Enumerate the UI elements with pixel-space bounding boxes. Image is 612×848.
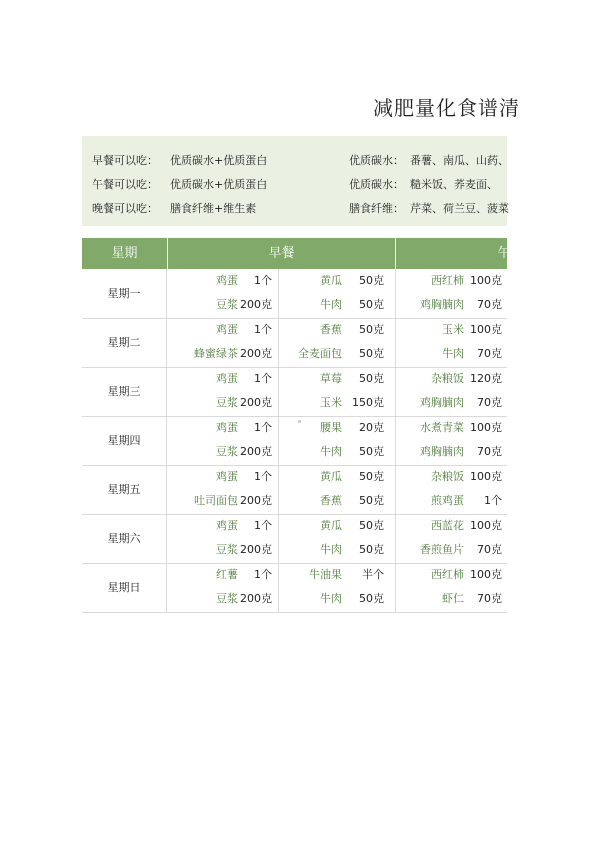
food-name: 杂粮饭 [431,372,464,385]
food-quantity: 200克 [240,298,272,311]
guideline-row-lunch [82,176,507,192]
food-category-label: 优质碳水： [349,178,404,191]
food-name: 西红柿 [431,568,464,581]
column-divider [278,465,279,514]
food-name: 鸡蛋 [216,519,238,532]
guideline-row-dinner [82,200,507,216]
food-name: 黄瓜 [320,470,342,483]
day-cell: 星期日 [82,563,167,612]
food-category-label: 优质碳水： [349,154,404,167]
food-quantity: 100克 [470,274,502,287]
food-name: 杂粮饭 [431,470,464,483]
food-quantity: 120克 [470,372,502,385]
food-name: 鸡蛋 [216,274,238,287]
food-name: 鸡蛋 [216,323,238,336]
column-divider [395,465,396,514]
food-quantity: 1个 [254,323,272,336]
food-name: 煎鸡蛋 [431,494,464,507]
guideline-label: 午餐可以吃： [92,178,158,191]
column-divider [395,318,396,367]
food-quantity: 200克 [240,396,272,409]
food-quantity: 1个 [254,274,272,287]
food-quantity: 200克 [240,592,272,605]
food-quantity: 70克 [477,592,502,605]
food-name: 豆浆 [216,396,238,409]
day-cell: 星期六 [82,514,167,563]
column-divider [395,514,396,563]
food-name: 鸡蛋 [216,372,238,385]
day-cell: 星期四 [82,416,167,465]
food-name: 吐司面包 [194,494,238,507]
food-name: 蜂蜜绿茶 [194,347,238,360]
food-quantity: 1个 [254,421,272,434]
food-name: 黄瓜 [320,274,342,287]
food-name: 豆浆 [216,543,238,556]
food-quantity: 200克 [240,494,272,507]
food-name: 鸡蛋 [216,421,238,434]
page-title: 减肥量化食谱清 [373,96,520,120]
food-quantity: 20克 [359,421,384,434]
food-category-label: 膳食纤维： [349,202,404,215]
header-breakfast: 早餐 [268,246,295,261]
food-name: 水煮青菜 [420,421,464,434]
column-divider [278,367,279,416]
food-name: 鸡蛋 [216,470,238,483]
food-name: 豆浆 [216,445,238,458]
day-cell: 星期一 [82,269,167,318]
food-name: 牛肉 [320,543,342,556]
food-name: 红薯 [216,568,238,581]
table-row [82,367,507,417]
food-name: 牛肉 [320,298,342,311]
food-quantity: 100克 [470,568,502,581]
guideline-row-breakfast [82,152,507,168]
guideline-value: 优质碳水+优质蛋白 [170,154,268,167]
guideline-label: 晚餐可以吃： [92,202,158,215]
food-quantity: 50克 [359,298,384,311]
food-quantity: 70克 [477,298,502,311]
food-name: 香蕉 [320,494,342,507]
table-header [82,238,511,269]
food-quantity: 50克 [359,592,384,605]
food-name: 鸡胸腩肉 [420,298,464,311]
food-quantity: 1个 [254,372,272,385]
day-cell: 星期三 [82,367,167,416]
food-quantity: 50克 [359,372,384,385]
column-divider [395,416,396,465]
food-quantity: 50克 [359,543,384,556]
column-divider [278,563,279,612]
food-category-value: 芹菜、荷兰豆、菠菜 [410,202,509,215]
food-quantity: 70克 [477,396,502,409]
day-cell: 星期五 [82,465,167,514]
food-quantity: 半个 [362,568,384,581]
food-quantity: 50克 [359,494,384,507]
column-divider [395,367,396,416]
meal-guidelines-panel [82,136,507,226]
food-name: 腰果 [320,421,342,434]
table-row [82,563,507,613]
food-quantity: 70克 [477,543,502,556]
table-row [82,416,507,466]
day-cell: 星期二 [82,318,167,367]
guideline-value: 优质碳水+优质蛋白 [170,178,268,191]
food-name: 香蕉 [320,323,342,336]
food-quantity: 100克 [470,323,502,336]
header-day: 星期 [111,246,138,261]
food-name: 牛肉 [442,347,464,360]
food-quantity: 1个 [484,494,502,507]
food-quantity: 200克 [240,543,272,556]
food-name: 豆浆 [216,592,238,605]
food-name: 香煎鱼片 [420,543,464,556]
column-divider [278,269,279,318]
meal-plan-table [82,238,511,610]
table-row [82,465,507,515]
food-name: 鸡胸腩肉 [420,445,464,458]
food-quantity: 100克 [470,470,502,483]
food-name: 西红柿 [431,274,464,287]
food-quantity: 100克 [470,519,502,532]
guideline-value: 膳食纤维+维生素 [170,202,257,215]
column-divider [395,563,396,612]
food-category-value: 糙米饭、荞麦面、 [410,178,498,191]
table-row [82,514,507,564]
food-name: 全麦面包 [298,347,342,360]
food-quantity: 200克 [240,347,272,360]
food-quantity: 1个 [254,568,272,581]
food-quantity: 70克 [477,347,502,360]
column-divider [278,416,279,465]
table-row [82,269,507,319]
food-quantity: 50克 [359,347,384,360]
food-quantity: 50克 [359,470,384,483]
food-name: 黄瓜 [320,519,342,532]
food-quantity: 1个 [254,470,272,483]
food-name: 西蓝花 [431,519,464,532]
food-quantity: 100克 [470,421,502,434]
food-name: 草莓 [320,372,342,385]
food-quantity: 150克 [352,396,384,409]
food-quantity: 50克 [359,323,384,336]
food-name: 鸡胸腩肉 [420,396,464,409]
food-name: 玉米 [320,396,342,409]
page-marker [298,420,301,423]
header-lunch: 午 [497,246,511,261]
table-row [82,318,507,368]
food-quantity: 200克 [240,445,272,458]
guideline-label: 早餐可以吃： [92,154,158,167]
column-divider [278,514,279,563]
food-quantity: 50克 [359,519,384,532]
food-quantity: 50克 [359,274,384,287]
food-name: 牛肉 [320,445,342,458]
food-name: 玉米 [442,323,464,336]
food-category-value: 番薯、南瓜、山药、 [410,154,509,167]
food-quantity: 70克 [477,445,502,458]
food-name: 虾仁 [442,592,464,605]
food-name: 牛油果 [309,568,342,581]
food-name: 豆浆 [216,298,238,311]
column-divider [395,269,396,318]
food-quantity: 1个 [254,519,272,532]
column-divider [278,318,279,367]
food-name: 牛肉 [320,592,342,605]
food-quantity: 50克 [359,445,384,458]
